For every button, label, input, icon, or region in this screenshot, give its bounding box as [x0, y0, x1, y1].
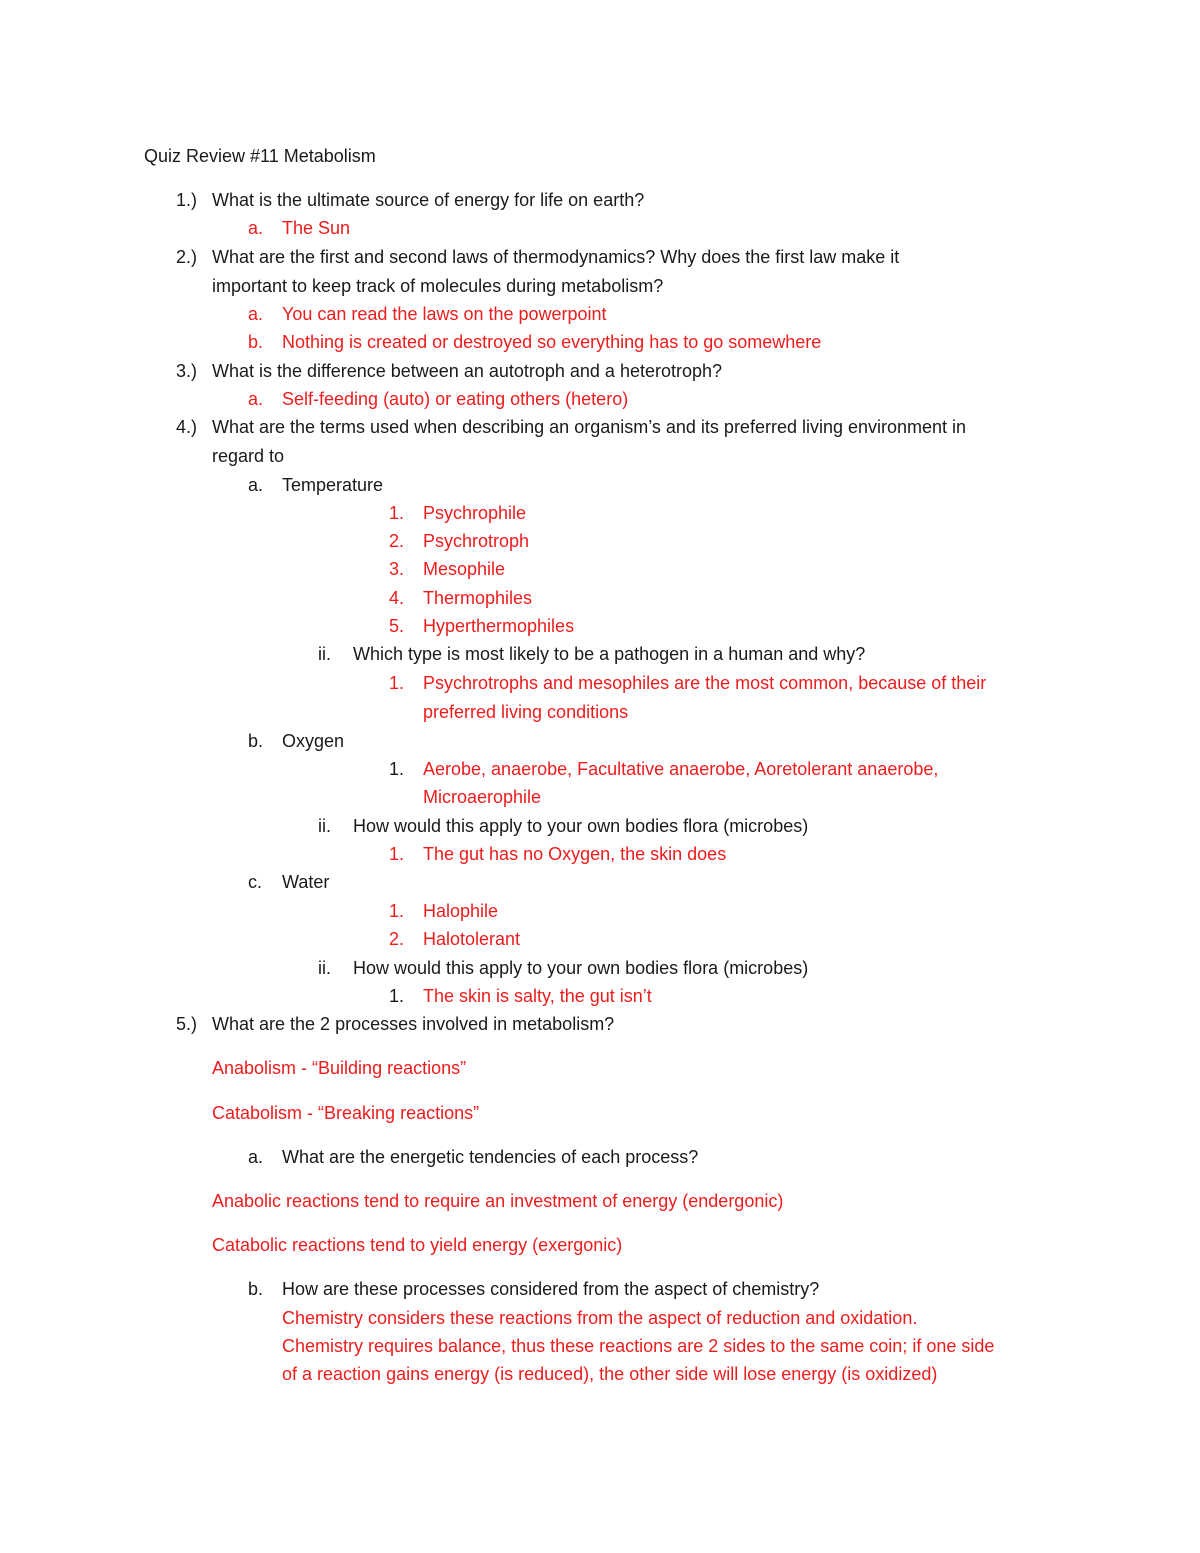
q4-b-sub-question: How would this apply to your own bodies flora (microbes) — [353, 816, 809, 836]
q3-a-answer: Self-feeding (auto) or eating others (hetero) — [282, 389, 629, 409]
q5-catabolism: Catabolism - “Breaking reactions” — [212, 1103, 480, 1123]
q5-b-question: How are these processes considered from the aspect of chemistry? — [282, 1279, 820, 1299]
q4-a-item: Thermophiles — [423, 588, 533, 608]
q4-c-sub-answer: The skin is salty, the gut isn’t — [423, 986, 652, 1006]
q2-question-line1: What are the first and second laws of thermodynamics? Why does the first law make it — [212, 247, 900, 267]
q2-b-answer: Nothing is created or destroyed so everything has to go somewhere — [282, 332, 822, 352]
q4-a-item: Psychrotroph — [423, 531, 530, 551]
q4-a-item-number: 3. — [389, 559, 405, 579]
q1-question: What is the ultimate source of energy for life on earth? — [212, 190, 645, 210]
q5-b-marker: b. — [248, 1279, 264, 1299]
q5-anabolic-answer: Anabolic reactions tend to require an investment of energy (endergonic) — [212, 1191, 784, 1211]
q4-c-item: Halophile — [423, 901, 499, 921]
q4-c-label: Water — [282, 872, 330, 892]
q4-b-marker: b. — [248, 731, 264, 751]
q4-number: 4.) — [176, 417, 198, 437]
q4-a-item-number: 1. — [389, 503, 405, 523]
q2-b-marker: b. — [248, 332, 264, 352]
q4-b-item-line1: Aerobe, anaerobe, Facultative anaerobe, Aoretolerant anaerobe, — [423, 759, 939, 779]
q4-a-marker: a. — [248, 475, 264, 495]
q5-b-answer-line1: Chemistry considers these reactions from the aspect of reduction and oxidation. — [282, 1308, 918, 1328]
q4-b-sub-answer-number: 1. — [389, 844, 405, 864]
q4-a-sub-question: Which type is most likely to be a pathogen in a human and why? — [353, 644, 866, 664]
q3-question: What is the difference between an autotroph and a heterotroph? — [212, 361, 723, 381]
q4-a-item: Psychrophile — [423, 503, 527, 523]
q4-a-item-number: 4. — [389, 588, 405, 608]
q1-a-marker: a. — [248, 218, 264, 238]
q4-a-item: Mesophile — [423, 559, 506, 579]
q4-c-sub-question: How would this apply to your own bodies flora (microbes) — [353, 958, 809, 978]
q4-a-sub-answer-line1: Psychrotrophs and mesophiles are the most common, because of their — [423, 673, 987, 693]
q4-b-item-line2: Microaerophile — [423, 787, 542, 807]
q5-b-answer-line2: Chemistry requires balance, thus these reactions are 2 sides to the same coin; if one side — [282, 1336, 995, 1356]
q5-catabolic-answer: Catabolic reactions tend to yield energy (exergonic) — [212, 1235, 623, 1255]
q5-question: What are the 2 processes involved in metabolism? — [212, 1014, 615, 1034]
q4-a-sub-answer-number: 1. — [389, 673, 405, 693]
q1-number: 1.) — [176, 190, 198, 210]
q4-b-label: Oxygen — [282, 731, 345, 751]
q2-a-answer: You can read the laws on the powerpoint — [282, 304, 607, 324]
page-title: Quiz Review #11 Metabolism — [144, 146, 376, 166]
q4-c-sub-answer-number: 1. — [389, 986, 405, 1006]
q4-c-marker: c. — [248, 872, 263, 892]
q2-number: 2.) — [176, 247, 198, 267]
q5-number: 5.) — [176, 1014, 198, 1034]
q3-number: 3.) — [176, 361, 198, 381]
q1-a-answer: The Sun — [282, 218, 351, 238]
q5-a-question: What are the energetic tendencies of each process? — [282, 1147, 699, 1167]
q4-c-item-number: 2. — [389, 929, 405, 949]
q5-anabolism: Anabolism - “Building reactions” — [212, 1058, 467, 1078]
q4-a-sub-answer-line2: preferred living conditions — [423, 702, 629, 722]
q5-a-marker: a. — [248, 1147, 264, 1167]
q4-c-sub-marker: ii. — [318, 958, 331, 978]
q4-a-label: Temperature — [282, 475, 384, 495]
q2-question-line2: important to keep track of molecules during metabolism? — [212, 276, 664, 296]
q4-c-item-number: 1. — [389, 901, 405, 921]
q2-a-marker: a. — [248, 304, 264, 324]
q4-a-item-number: 2. — [389, 531, 405, 551]
q4-question-line1: What are the terms used when describing an organism’s and its preferred living environment in — [212, 417, 967, 437]
q4-b-item-number: 1. — [389, 759, 405, 779]
q4-b-sub-answer: The gut has no Oxygen, the skin does — [423, 844, 727, 864]
q4-c-item: Halotolerant — [423, 929, 521, 949]
q4-a-sub-marker: ii. — [318, 644, 331, 664]
q4-a-item-number: 5. — [389, 616, 405, 636]
q4-question-line2: regard to — [212, 446, 285, 466]
q5-b-answer-line3: of a reaction gains energy (is reduced), the other side will lose energy (is oxidized) — [282, 1364, 938, 1384]
q4-b-sub-marker: ii. — [318, 816, 331, 836]
q4-a-item: Hyperthermophiles — [423, 616, 575, 636]
q3-a-marker: a. — [248, 389, 264, 409]
